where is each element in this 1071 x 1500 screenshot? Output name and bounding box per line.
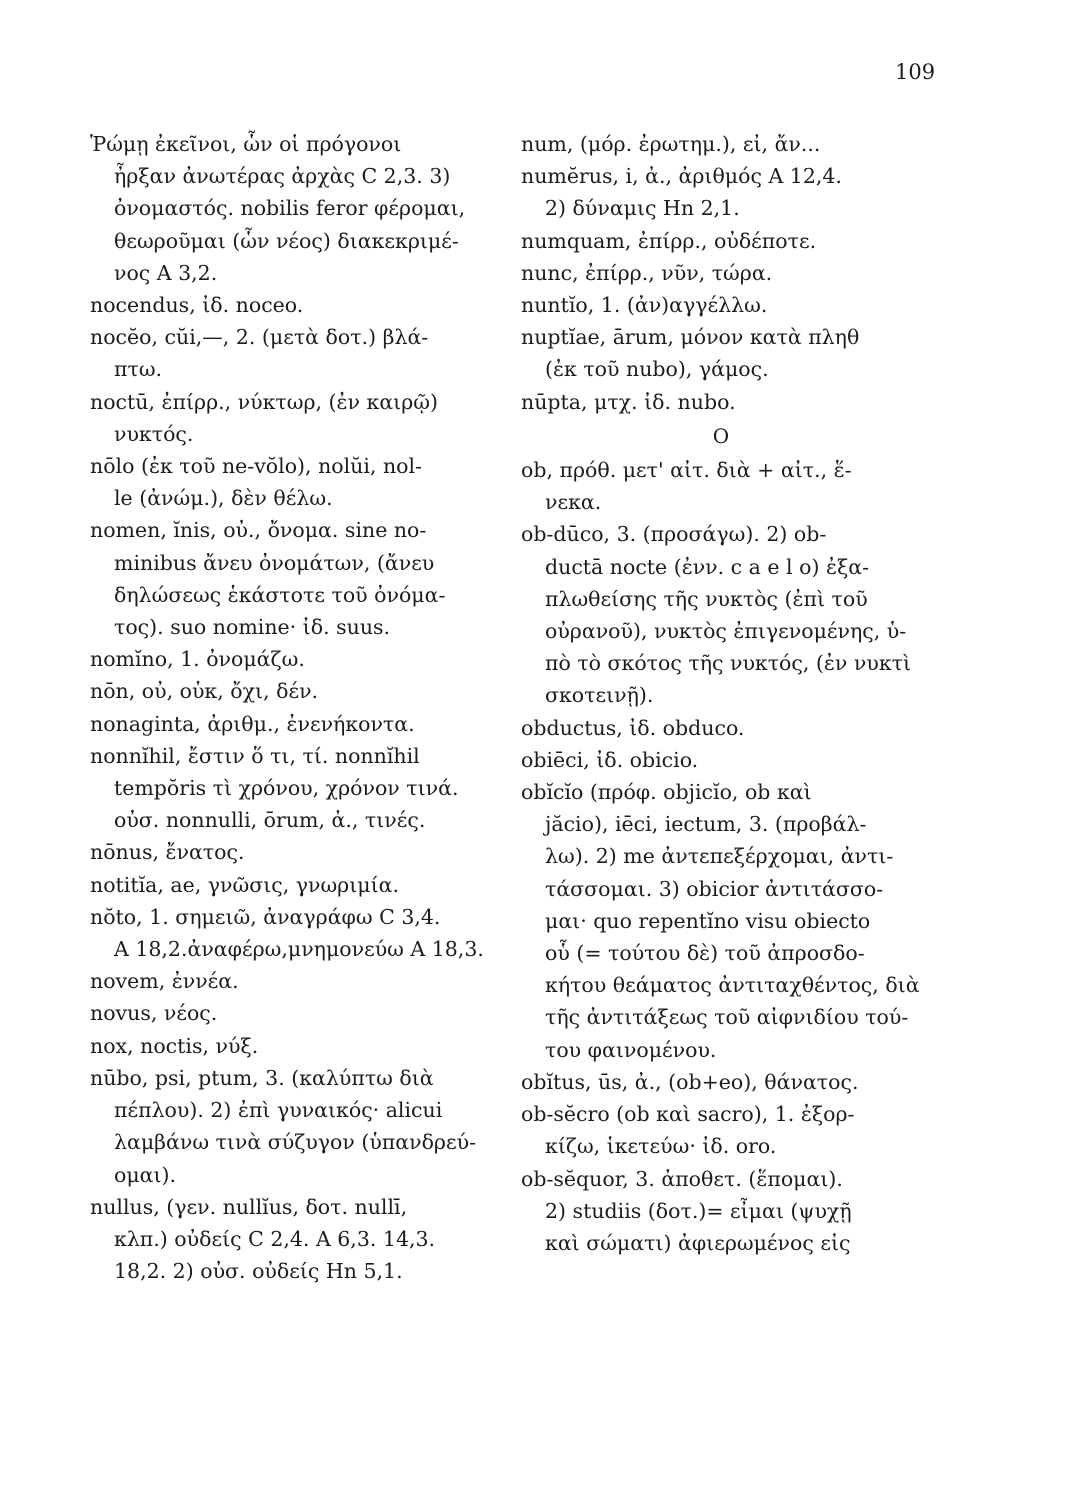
- entry-continuation: κήτου θεάματος ἀντιταχθέντος, διὰ: [545, 973, 920, 998]
- dictionary-entry: [521, 289, 981, 321]
- dictionary-entry: [90, 386, 550, 450]
- dictionary-entry: [521, 160, 981, 224]
- dictionary-entry: [90, 869, 550, 901]
- entry-headline: nunc, ἐπίρρ., νῦν, τώρα.: [521, 260, 773, 285]
- dictionary-entry: [521, 744, 981, 776]
- entry-continuation: σκοτεινῇ).: [545, 683, 654, 708]
- entry-headline: Ῥώμῃ ἐκεῖνοι, ὧν οἱ πρόγονοι: [90, 132, 402, 156]
- dictionary-entry: [521, 257, 981, 289]
- entry-headline: nūbo, psi, ptum, 3. (καλύπτω διὰ: [90, 1065, 434, 1090]
- entry-continuation: (ἐκ τοῦ nubo), γάμος.: [545, 357, 769, 382]
- entry-headline: nuptĭae, ārum, μόνον κατὰ πληθ: [521, 325, 860, 350]
- dictionary-entry: [90, 965, 550, 997]
- entry-continuation: 2) δύναμις Hn 2,1.: [545, 196, 740, 221]
- entry-continuation: tempŏris τὶ χρόνου, χρόνον τινά.: [114, 776, 459, 801]
- dictionary-entry: [521, 1098, 981, 1162]
- dictionary-entry: [90, 289, 550, 321]
- dictionary-entry: [90, 1062, 550, 1191]
- entry-continuation: νεκα.: [545, 490, 602, 515]
- dictionary-entry: [90, 1191, 550, 1288]
- entry-continuation: λαμβάνω τινὰ σύζυγον (ὑπανδρεύ-: [114, 1130, 476, 1155]
- entry-headline: nomen, ĭnis, οὐ., ὄνομα. sine no-: [90, 518, 427, 543]
- entry-headline: ob-sĕquor, 3. ἀποθετ. (ἕπομαι).: [521, 1166, 843, 1191]
- entry-headline: obiēci, ἰδ. obicio.: [521, 747, 699, 772]
- entry-headline: nōlo (ἐκ τοῦ ne-vŏlo), nolŭi, nol-: [90, 454, 422, 479]
- dictionary-entry: [90, 643, 550, 675]
- entry-headline: ob, πρόθ. μετ' αἰτ. διὰ + αἰτ., ἕ-: [521, 458, 852, 483]
- section-letter: O: [712, 423, 730, 448]
- entry-continuation: κλπ.) οὐδείς C 2,4. A 6,3. 14,3.: [114, 1226, 436, 1251]
- right-column-top-entries: [521, 128, 981, 418]
- entry-headline: ob-sĕcro (ob καὶ sacro), 1. ἐξορ-: [521, 1102, 855, 1127]
- entry-headline: obductus, ἰδ. obduco.: [521, 715, 745, 740]
- dictionary-entry: [90, 514, 550, 643]
- entry-headline: nomĭno, 1. ὀνομάζω.: [90, 647, 305, 672]
- entry-continuation: τος). suo nomine· ἰδ. suus.: [114, 615, 391, 640]
- dictionary-entry: [521, 1163, 981, 1260]
- entry-continuation: του φαινομένου.: [545, 1037, 717, 1062]
- entry-continuation: le (ἀνώμ.), δὲν θέλω.: [114, 486, 333, 511]
- entry-headline: novus, νέος.: [90, 1001, 218, 1026]
- entry-continuation: 2) studiis (δοτ.)= εἶμαι (ψυχῇ: [545, 1198, 852, 1223]
- dictionary-entry: [90, 740, 550, 837]
- entry-continuation: κίζω, ἱκετεύω· ἰδ. oro.: [545, 1134, 777, 1159]
- entry-headline: nūpta, μτχ. ἰδ. nubo.: [521, 389, 736, 414]
- entry-continuation: θεωροῦμαι (ὧν νέος) διακεκριμέ-: [114, 228, 459, 253]
- entry-continuation: jăcio), iēci, iectum, 3. (προβάλ-: [545, 812, 867, 837]
- right-column-bottom-entries: [521, 454, 981, 1259]
- dictionary-entry: [521, 776, 981, 1066]
- entry-continuation: πλωθείσης τῆς νυκτὸς (ἐπὶ τοῦ: [545, 586, 868, 611]
- entry-continuation: λω). 2) me ἀντεπεξέρχομαι, ἀντι-: [545, 844, 894, 869]
- entry-headline: nullus, (γεν. nullĭus, δοτ. nullī,: [90, 1194, 408, 1219]
- entry-continuation: τάσσομαι. 3) obicior ἀντιτάσσο-: [545, 876, 884, 901]
- dictionary-entry: [521, 1066, 981, 1098]
- page-number: 109: [895, 60, 936, 84]
- entry-headline: nonnĭhil, ἔστιν ὅ τι, τί. nonnĭhil: [90, 743, 420, 768]
- dictionary-entry: [90, 128, 550, 289]
- entry-headline: obĭtus, ūs, ἀ., (ob+eo), θάνατος.: [521, 1069, 859, 1094]
- dictionary-entry: [521, 321, 981, 385]
- dictionary-entry: [90, 901, 550, 965]
- dictionary-entry: [90, 997, 550, 1029]
- entry-headline: nonaginta, ἀριθμ., ἐνενήκοντα.: [90, 711, 415, 736]
- entry-continuation: πέπλου). 2) ἐπὶ γυναικός· alicui: [114, 1098, 443, 1123]
- left-column: [90, 128, 550, 1287]
- dictionary-entry: [521, 128, 981, 160]
- entry-headline: ob-dūco, 3. (προσάγω). 2) ob-: [521, 522, 827, 547]
- entry-headline: novem, ἐννέα.: [90, 969, 239, 994]
- entry-continuation: καὶ σώματι) ἀφιερωμένος εἰς: [545, 1230, 851, 1255]
- entry-continuation: τῆς ἀντιτάξεως τοῦ αἰφνιδίου τού-: [545, 1005, 909, 1030]
- entry-continuation: οὐσ. nonnulli, ōrum, ἀ., τινές.: [114, 808, 426, 833]
- dictionary-entry: [90, 836, 550, 868]
- entry-headline: numĕrus, i, ἀ., ἀριθμός A 12,4.: [521, 164, 842, 189]
- dictionary-entry: [90, 450, 550, 514]
- entry-continuation: ductā nocte (ἐνν. c a e l o) ἐξα-: [545, 554, 870, 579]
- entry-continuation: μαι· quo repentĭno visu obiecto: [545, 908, 871, 933]
- entry-continuation: minibus ἄνευ ὀνομάτων, (ἄνευ: [114, 550, 435, 575]
- entry-headline: nox, noctis, νύξ.: [90, 1033, 259, 1058]
- entry-continuation: δηλώσεως ἑκάστοτε τοῦ ὀνόμα-: [114, 582, 446, 607]
- dictionary-entry: [521, 454, 981, 518]
- entry-headline: nōn, οὐ, οὐκ, ὄχι, δέν.: [90, 679, 319, 704]
- entry-headline: num, (μόρ. ἐρωτημ.), εἰ, ἄν...: [521, 132, 821, 156]
- entry-continuation: νυκτός.: [114, 421, 194, 446]
- dictionary-entry: [90, 675, 550, 707]
- dictionary-entry: [521, 386, 981, 418]
- entry-continuation: 18,2. 2) οὐσ. οὐδείς Hn 5,1.: [114, 1259, 403, 1284]
- entry-continuation: πὸ τὸ σκότος τῆς νυκτός, (ἐν νυκτὶ: [545, 651, 912, 676]
- entry-continuation: ὀνομαστός. nobilis feror φέρομαι,: [114, 196, 466, 221]
- entry-continuation: οὗ (= τούτου δὲ) τοῦ ἀπροσδο-: [545, 941, 865, 966]
- entry-continuation: ἦρξαν ἀνωτέρας ἀρχὰς C 2,3. 3): [114, 164, 451, 189]
- entry-headline: notitĭa, ae, γνῶσις, γνωριμία.: [90, 872, 399, 897]
- entry-continuation: ομαι).: [114, 1162, 177, 1187]
- dictionary-entry: [521, 225, 981, 257]
- dictionary-entry: [521, 518, 981, 711]
- dictionary-entry: [90, 321, 550, 385]
- entry-headline: nōnus, ἔνατος.: [90, 840, 245, 865]
- entry-headline: nocĕo, cŭi,—, 2. (μετὰ δοτ.) βλά-: [90, 325, 429, 350]
- entry-headline: nuntĭo, 1. (ἀν)αγγέλλω.: [521, 293, 768, 318]
- dictionary-entry: [521, 712, 981, 744]
- entry-headline: noctū, ἐπίρρ., νύκτωρ, (ἐν καιρῷ): [90, 389, 438, 414]
- entry-continuation: A 18,2.ἀναφέρω,μνημονεύω A 18,3.: [114, 937, 484, 962]
- entry-continuation: οὐρανοῦ), νυκτὸς ἐπιγενομένης, ὑ-: [545, 619, 907, 644]
- right-column: [521, 128, 981, 1259]
- entry-headline: numquam, ἐπίρρ., οὐδέποτε.: [521, 228, 817, 253]
- entry-headline: nocendus, ἰδ. noceo.: [90, 293, 304, 318]
- entry-continuation: πτω.: [114, 357, 163, 382]
- entry-headline: nŏto, 1. σημειῶ, ἀναγράφω C 3,4.: [90, 904, 441, 929]
- dictionary-entry: [90, 708, 550, 740]
- dictionary-entry: [90, 1030, 550, 1062]
- entry-continuation: νος A 3,2.: [114, 260, 218, 285]
- entry-headline: obĭcĭo (πρόφ. objicĭo, ob καὶ: [521, 780, 812, 805]
